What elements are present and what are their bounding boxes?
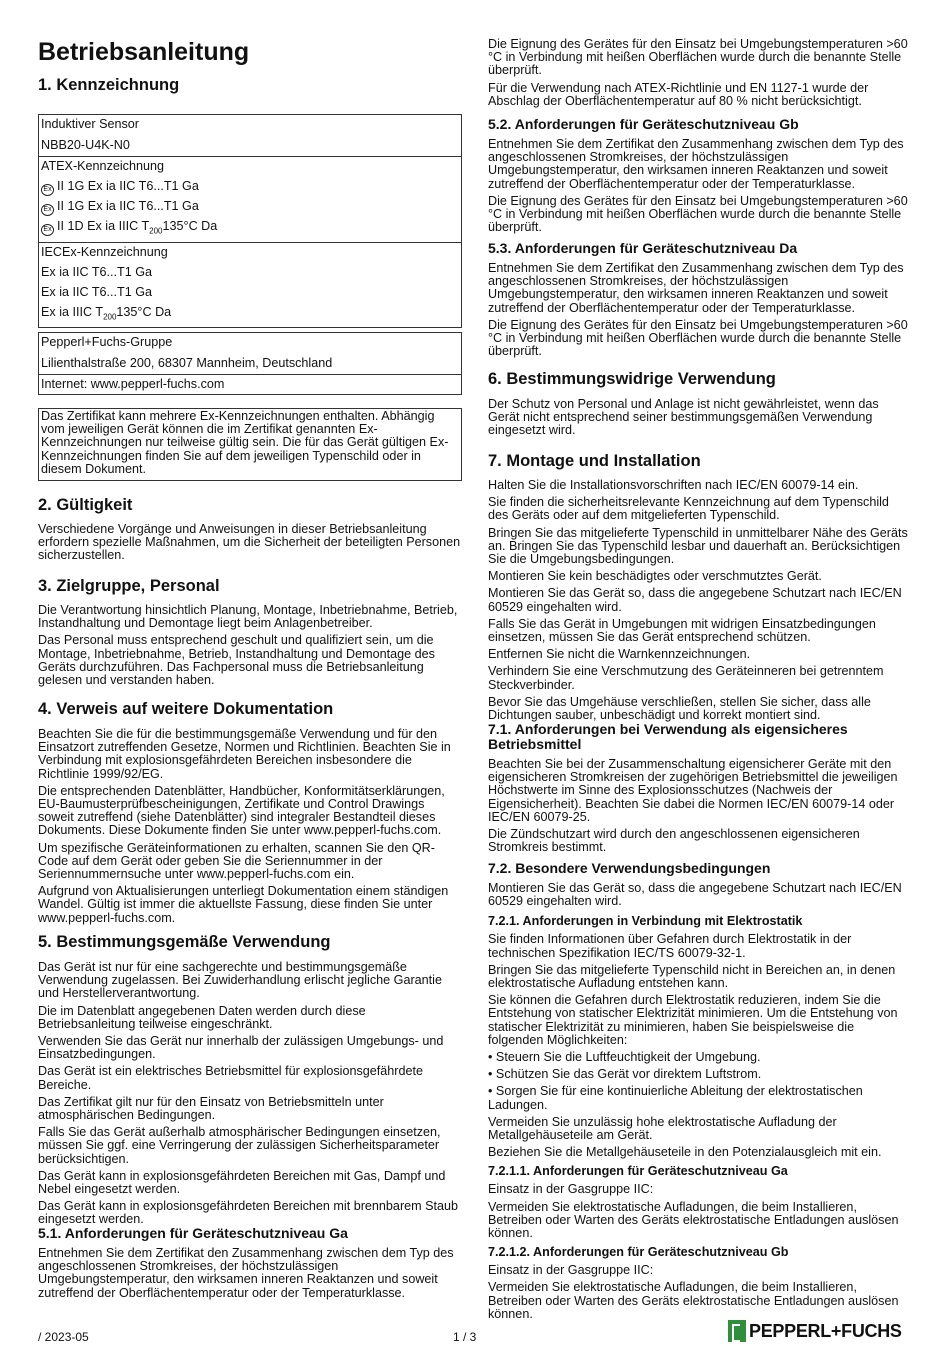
manufacturer-website: Internet: www.pepperl-fuchs.com	[41, 377, 225, 391]
measures-list	[488, 1051, 912, 1112]
heading-dokumentation: 4. Verweis auf weitere Dokumentation	[38, 700, 334, 718]
section-ga: 5.1. Anforderungen für Geräteschutzniveau Ga Entnehmen Sie dem Zertifikat den Zusammenhang zwischen dem Typ des angeschlossenen Stromkreises, der höchstzulässigen Umgebungstemperatur, den wirksamen inneren Reaktanzen und soweit zutreffend der Oberflächentemperatur oder der Temperaturklasse.	[38, 1226, 462, 1304]
ex-icon: Ex	[41, 204, 54, 216]
heading-bestimmungswidrig: 6. Bestimmungswidrige Verwendung	[488, 370, 776, 388]
document-title: Betriebsanleitung	[38, 38, 250, 66]
product-type: Induktiver Sensor	[41, 117, 140, 131]
iecex-label: IECEx-Kennzeichnung	[41, 244, 168, 259]
section-ga-continued: Die Eignung des Gerätes für den Einsatz bei Umgebungstemperaturen >60 °C in Verbindung mit heißen Oberflächen wurde durch die benannte Stelle überprüft. Für die Verwendung nach ATEX-Richtlinie und EN 1127-1 wurde der Abschlag der Oberflächentemperatur auf 80 % nicht berücksichtigt.	[488, 37, 908, 108]
logo-mark-icon	[728, 1320, 746, 1342]
product-code: NBB20-U4K-N0	[41, 138, 130, 152]
certificate-note: Das Zertifikat kann mehrere Ex-Kennzeichnungen enthalten. Abhängig vom jeweiligen Gerät können die im Zertifikat genannten Ex-Kennzeichnungen nur teilweise gültig sein. Die für das Gerät gültigen Ex-Kennzeichnungen finden Sie auf dem jeweiligen Typenschild oder in diesem Dokument.	[38, 408, 462, 481]
heading-ga: 5.1. Anforderungen für Geräteschutzniveau Ga	[38, 1225, 348, 1241]
section-eigensicher: 7.1. Anforderungen bei Verwendung als eigensicheres Betriebsmittel Beachten Sie bei der Zusammenschaltung eigensicherer Geräte mit den eigensicheren Stromkreisen der zugehörigen Betriebsmittel die jeweiligen Höchstwerte im Sinne des Explosionsschutzes (Nachweis der Eigensicherheit). Beachten Sie dabei die Normen IEC/EN 60079-14 oder IEC/EN 60079-25. Die Zündschutzart wird durch den angeschlossenen eigensicheren Stromkreis bestimmt.	[488, 722, 912, 858]
list-item: • Schützen Sie das Gerät vor direktem Luftstrom.	[488, 1068, 912, 1081]
heading-kennzeichnung: 1. Kennzeichnung	[38, 76, 180, 94]
atex-marking-1: Ex II 1G Ex ia IIC T6...T1 Ga	[39, 176, 461, 196]
heading-elektrostatik: 7.2.1. Anforderungen in Verbindung mit Elektrostatik	[488, 914, 803, 929]
section-da: 5.3. Anforderungen für Geräteschutzniveau Da Entnehmen Sie dem Zertifikat den Zusammenhang zwischen dem Typ des angeschlossenen Stromkreises, der höchstzulässigen Umgebungstemperatur, den wirksamen inneren Reaktanzen und soweit zutreffend der Oberflächentemperatur oder der Temperaturklasse. Die Eignung des Gerätes für den Einsatz bei Umgebungstemperaturen >60 °C in Verbindung mit heißen Oberflächen wurde durch die benannte Stelle überprüft.	[488, 241, 912, 362]
manufacturer-name: Pepperl+Fuchs-Gruppe	[41, 335, 173, 349]
section-verwendungsbedingungen: 7.2. Besondere Verwendungsbedingungen Montieren Sie das Gerät so, dass die angegebene Schutzart nach IEC/EN 60529 eingehalten wird. 7.2.1. Anforderungen in Verbindung mit Elektrostatik Sie finden Informationen über Gefahren durch Elektrostatik in der technischen Spezifikation IEC/TS 60079-32-1. Bringen Sie das mitgelieferte Typenschild nicht in Bereichen an, in denen elektrostatische Aufladung entstehen kann. Sie können die Gefahren durch Elektrostatik reduzieren, indem Sie die Entstehung von statischer Elektrizität minimieren. Um die Entstehung von statischer Elektrizität zu minimieren, haben Sie beispielsweise die folgenden Möglichkeiten: • Steuern Sie die Luftfeuchtigkeit der Umgebung. • Schützen Sie das Gerät vor direktem Luftstrom. • Sorgen Sie für eine kontinuierliche Ableitung der elektrostatischen Ladungen. Vermeiden Sie unzulässig hohe elektrostatische Aufladung der Metallgehäuseteile am Gerät. Beziehen Sie die Metallgehäuseteile in den Potenzialausgleich mit ein. 7.2.1.1. Anforderungen für Geräteschutzniveau Ga Einsatz in der Gasgruppe IIC: Vermeiden Sie elektrostatische Aufladungen, die beim Installieren, Betreiben oder Warten des Geräts elektrostatische Entladungen auslösen können. 7.2.1.2. Anforderungen für Geräteschutzniveau Gb Einsatz in der Gasgruppe IIC: Vermeiden Sie elektrostatische Aufladungen, die beim Installieren, Betreiben oder Warten des Geräts elektrostatische Entladungen auslösen können.	[488, 861, 912, 1325]
footer-date: / 2023-05	[38, 1330, 89, 1344]
heading-gueltigkeit: 2. Gültigkeit	[38, 496, 133, 514]
manufacturer-address: Lilienthalstraße 200, 68307 Mannheim, Deutschland	[41, 356, 333, 370]
company-logo	[728, 1320, 902, 1342]
logo-text: PEPPERL+FUCHS	[749, 1320, 902, 1341]
manufacturer-table	[38, 332, 462, 395]
list-item: • Steuern Sie die Luftfeuchtigkeit der Umgebung.	[488, 1051, 912, 1064]
heading-zielgruppe: 3. Zielgruppe, Personal	[38, 577, 220, 595]
section-gueltigkeit: 2. Gültigkeit Verschiedene Vorgänge und Anweisungen in dieser Betriebsanleitung erfordern spezielle Maßnahmen, um die Sicherheit der beteiligten Personen sicherzustellen.	[38, 496, 461, 563]
atex-marking-2: Ex II 1G Ex ia IIC T6...T1 Ga	[39, 196, 461, 216]
atex-marking-3: Ex II 1D Ex ia IIIC $T_{200}135^\circ C$ Da	[39, 216, 461, 242]
marking-table	[38, 114, 462, 328]
section-montage: 7. Montage und Installation Halten Sie die Installationsvorschriften nach IEC/EN 60079-14 ein. Sie finden die sicherheitsrelevante Kennzeichnung auf dem Typenschild des Geräts oder auf dem mitgelieferten Typenschild. Bringen Sie das mitgelieferte Typenschild in unmittelbarer Nähe des Geräts an. Bringen Sie das Typenschild lesbar und dauerhaft an. Berücksichtigen Sie die Umgebungsbedingungen. Montieren Sie kein beschädigtes oder verschmutztes Gerät. Montieren Sie das Gerät so, dass die angegebene Schutzart nach IEC/EN 60529 eingehalten wird. Falls Sie das Gerät in Umgebungen mit widrigen Einsatzbedingungen einsetzen, müssen Sie das Gerät entsprechend schützen. Entfernen Sie nicht die Warnkennzeichnungen. Verhindern Sie eine Verschmutzung des Geräteinneren bei getrenntem Steckverbinder. Bevor Sie das Umgehäuse verschließen, stellen Sie sicher, dass alle Dichtungen sauber, unbeschädigt und korrekt montiert sind.	[488, 452, 912, 726]
list-item: • Sorgen Sie für eine kontinuierliche Ableitung der elektrostatischen Ladungen.	[488, 1085, 912, 1111]
section-bestimmungsgemaess: 5. Bestimmungsgemäße Verwendung Das Gerät ist nur für eine sachgerechte und bestimmungsgemäße Verwendung zugelassen. Bei Zuwiderhandlung erlischt jegliche Garantie und Herstellerverantwortung. Die im Datenblatt angegebenen Daten werden durch diese Betriebsanleitung teilweise eingeschränkt. Verwenden Sie das Gerät nur innerhalb der zulässigen Umgebungs- und Einsatzbedingungen. Das Gerät ist ein elektrisches Betriebsmittel für explosionsgefährdete Bereiche. Das Zertifikat gilt nur für den Einsatz von Betriebsmitteln unter atmosphärischen Bedingungen. Falls Sie das Gerät außerhalb atmosphärischer Bedingungen einsetzen, müssen Sie ggf. eine Verringerung der zulässigen Sicherheitsparameter berücksichtigen. Das Gerät kann in explosionsgefährdeten Bereichen mit Gas, Dampf und Nebel eingesetzt werden. Das Gerät kann in explosionsgefährdeten Bereichen mit brennbarem Staub eingesetzt werden.	[38, 933, 462, 1231]
ex-icon: Ex	[41, 224, 54, 236]
section-gb: 5.2. Anforderungen für Geräteschutzniveau Gb Entnehmen Sie dem Zertifikat den Zusammenhang zwischen dem Typ des angeschlossenen Stromkreises, der höchstzulässigen Umgebungstemperatur, den wirksamen inneren Reaktanzen und soweit zutreffend der Oberflächentemperatur oder der Temperaturklasse. Die Eignung des Gerätes für den Einsatz bei Umgebungstemperaturen >60 °C in Verbindung mit heißen Oberflächen wurde durch die benannte Stelle überprüft.	[488, 117, 912, 238]
iecex-marking-3: Ex ia IIIC $T_{200}135^\circ C$ Da	[41, 304, 172, 322]
heading-bestimmungsgemaess: 5. Bestimmungsgemäße Verwendung	[38, 933, 331, 951]
section-bestimmungswidrig: 6. Bestimmungswidrige Verwendung Der Schutz von Personal und Anlage ist nicht gewährleistet, wenn das Gerät nicht entsprechend seiner bestimmungsgemäßen Verwendung eingesetzt wird.	[488, 370, 912, 442]
footer-page-number: 1 / 3	[453, 1330, 477, 1344]
heading-gb: 5.2. Anforderungen für Geräteschutzniveau Gb	[488, 116, 799, 132]
heading-eigensicher: 7.1. Anforderungen bei Verwendung als eigensicheres Betriebsmittel	[488, 721, 848, 752]
heading-elektrostatik-ga: 7.2.1.1. Anforderungen für Geräteschutzniveau Ga	[488, 1164, 788, 1179]
atex-label: ATEX-Kennzeichnung	[41, 159, 164, 173]
section-dokumentation: 4. Verweis auf weitere Dokumentation Beachten Sie die für die bestimmungsgemäße Verwendung und für den Einsatzort zutreffenden Gesetze, Normen und Richtlinien. Beachten Sie in Verbindung mit explosionsgefährdeten Bereichen insbesondere die Richtlinie 1999/92/EG. Die entsprechenden Datenblätter, Handbücher, Konformitätserklärungen, EU-Baumusterprüfbescheinigungen, Zertifikate und Control Drawings soweit zutreffend (siehe Datenblätter) sind integraler Bestandteil dieses Dokuments. Diese Dokumente finden Sie unter www.pepperl-fuchs.com. Um spezifische Geräteinformationen zu erhalten, scannen Sie den QR-Code auf dem Gerät oder geben Sie die Seriennummer in der Seriennummernsuche unter www.pepperl-fuchs.com ein. Aufgrund von Aktualisierungen unterliegt Dokumentation einem ständigen Wandel. Gültig ist immer die aktuellste Fassung, diese finden Sie unter www.pepperl-fuchs.com.	[38, 700, 462, 929]
iecex-marking-1: Ex ia IIC T6...T1 Ga	[41, 264, 153, 279]
heading-verwendungsbedingungen: 7.2. Besondere Verwendungsbedingungen	[488, 860, 771, 876]
iecex-marking-2: Ex ia IIC T6...T1 Ga	[41, 284, 153, 299]
heading-elektrostatik-gb: 7.2.1.2. Anforderungen für Geräteschutzniveau Gb	[488, 1245, 789, 1260]
ex-icon: Ex	[41, 184, 54, 196]
section-zielgruppe: 3. Zielgruppe, Personal Die Verantwortung hinsichtlich Planung, Montage, Inbetriebnahme, Betrieb, Instandhaltung und Demontage liegt beim Anlagenbetreiber. Das Personal muss entsprechend geschult und qualifiziert sein, um die Montage, Inbetriebnahme, Betrieb, Instandhaltung und Demontage des Geräts durchzuführen. Das Fachpersonal muss die Betriebsanleitung gelesen und verstanden haben.	[38, 577, 462, 691]
heading-da: 5.3. Anforderungen für Geräteschutzniveau Da	[488, 240, 798, 256]
heading-montage: 7. Montage und Installation	[488, 452, 701, 470]
